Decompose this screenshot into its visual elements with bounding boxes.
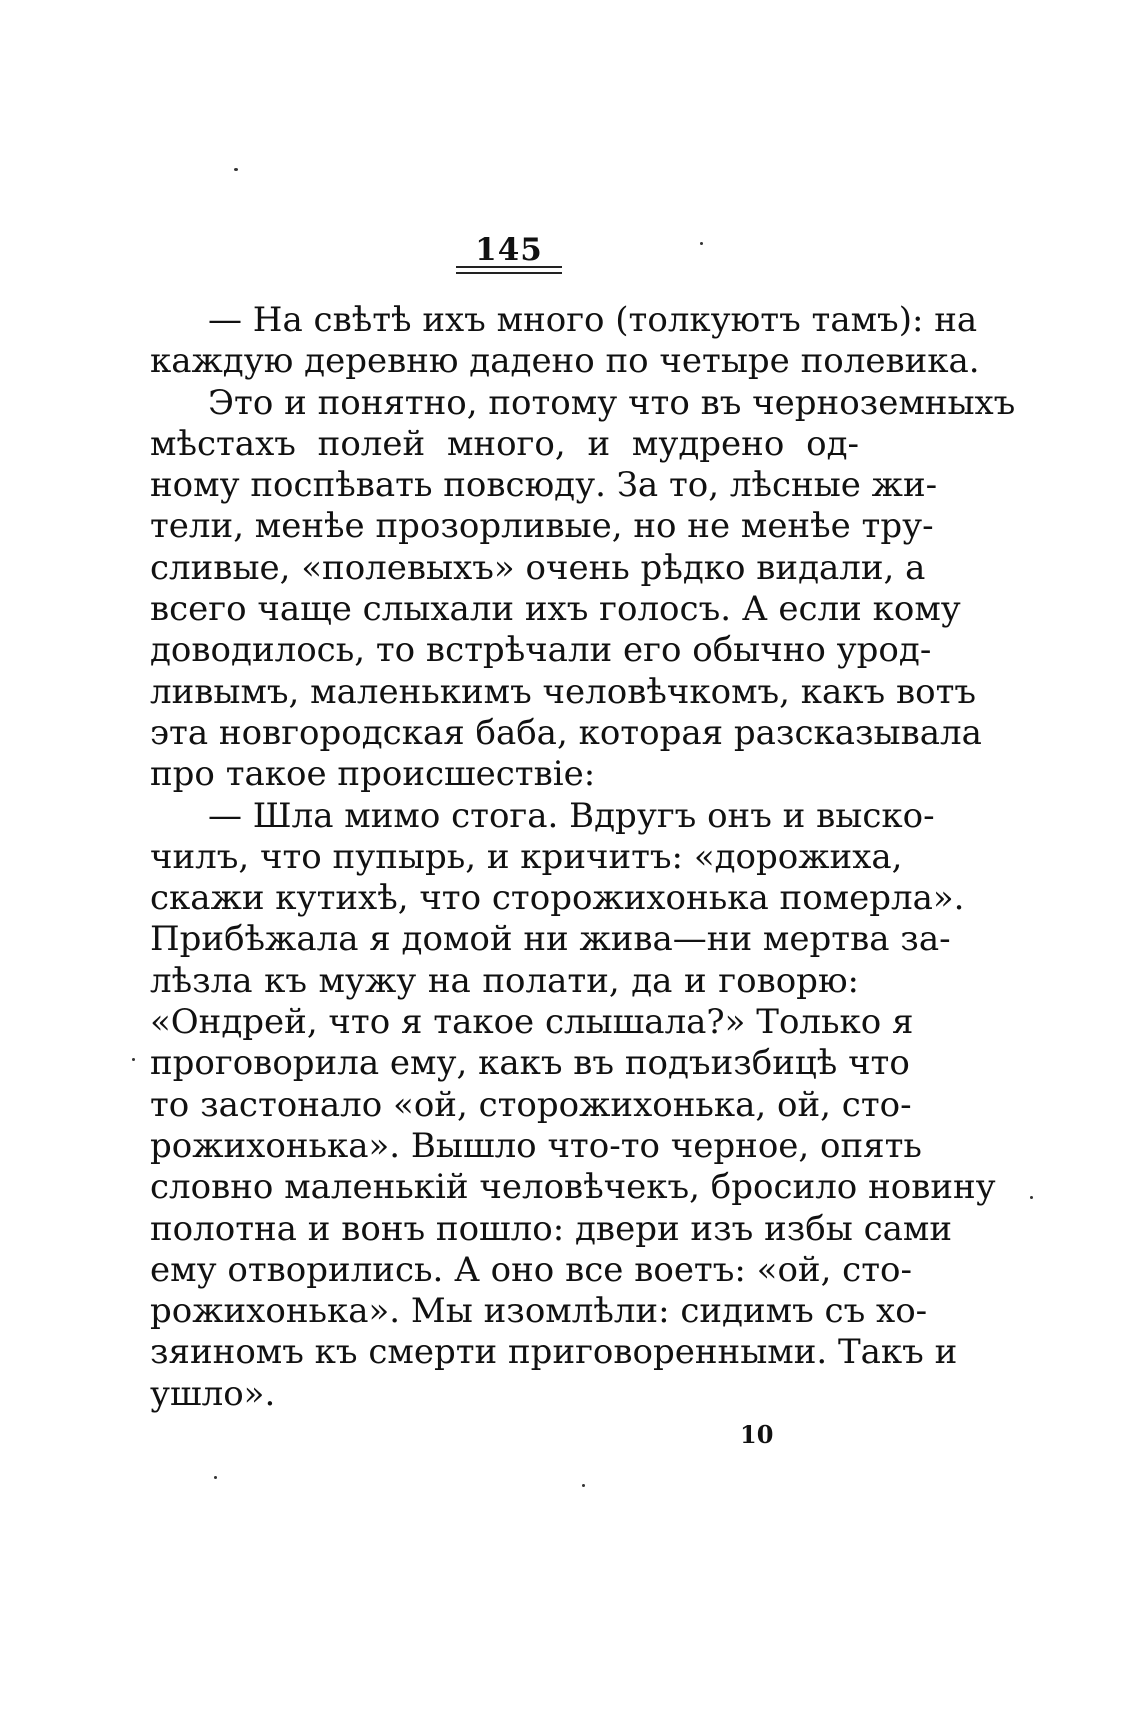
scan-speck [1030,1196,1033,1199]
text-line: то застонало «ой, сторожихонька, ой, сто- [150,1084,912,1125]
text-line: скажи кутихѣ, что сторожихонька померла». [150,878,965,919]
page-number: 145 [475,232,543,268]
text-line: — Шла мимо стога. Вдругъ онъ и выско- [208,795,935,836]
text-line: эта новгородская баба, которая разсказывала [150,712,982,753]
text-line: ливымъ, маленькимъ человѣчкомъ, какъ вотъ [150,671,977,712]
text-line: «Ондрей, что я такое слышала?» Только я [150,1002,914,1043]
scan-speck [700,242,703,245]
body-text [150,300,1016,1415]
text-line: рожихонька». Вышло что-то черное, опять [150,1125,922,1166]
header-rule-bottom [456,272,562,274]
text-line: Прибѣжала я домой ни жива—ни мертва за- [150,919,951,960]
text-line: полотна и вонъ пошло: двери изъ избы сами [150,1208,953,1249]
text-line: сливые, «полевыхъ» очень рѣдко видали, а [150,547,926,588]
text-line: про такое происшествіе: [150,754,596,795]
text-line: проговорила ему, какъ въ подъизбицѣ что [150,1043,910,1084]
text-line: мѣстахъ полей много, и мудрено од- [150,423,859,464]
text-line: Это и понятно, потому что въ черноземныхъ [208,382,1016,423]
text-line: ему отворились. А оно все воетъ: «ой, сто- [150,1249,912,1290]
text-line: зяиномъ къ смерти приговоренными. Такъ и [150,1332,958,1373]
scan-speck [234,168,238,171]
text-line: — На свѣтѣ ихъ много (толкуютъ тамъ): на [208,300,978,340]
text-line: всего чаще слыхали ихъ голосъ. А если кому [150,589,961,630]
text-line: каждую деревню дадено по четыре полевика. [150,341,980,382]
text-line: чилъ, что пупырь, и кричитъ: «дорожиха, [150,836,903,877]
text-line: ушло». [150,1373,276,1414]
scan-speck [132,1058,135,1061]
text-line: словно маленькій человѣчекъ, бросило новину [150,1167,996,1208]
signature-mark: 10 [740,1420,774,1449]
text-line: доводилось, то встрѣчали его обычно урод- [150,630,932,671]
header-rule-top [456,266,562,268]
text-line: тели, менѣе прозорливые, но не менѣе тру- [150,506,934,547]
scan-speck [214,1476,217,1479]
scan-speck [582,1484,585,1487]
text-line: ному поспѣвать повсюду. За то, лѣсные жи- [150,465,938,506]
text-line: рожихонька». Мы изомлѣли: сидимъ съ хо- [150,1291,928,1332]
text-line: лѣзла къ мужу на полати, да и говорю: [150,960,859,1001]
